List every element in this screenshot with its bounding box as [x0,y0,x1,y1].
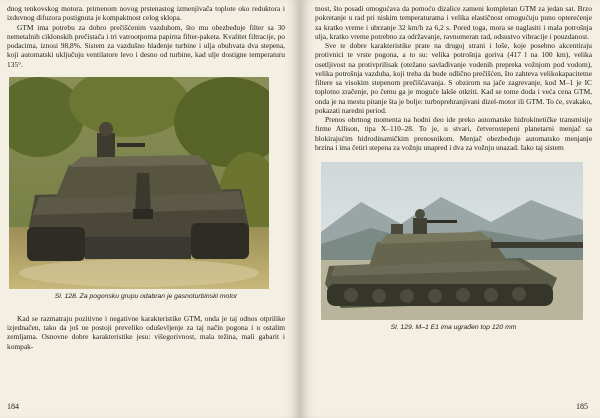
figure-128-caption: Sl. 128. Za pogonsku grupu odabran je gasnoturbinski motor [54,292,238,300]
page-number-left: 184 [7,402,19,411]
right-page [301,0,600,418]
left-paragraph-1: dnog tenkovskog motora. primenom novog prstenastog izmenjivača toplote oko reduktora i izduvnog difuzora postignuta je kompaktnost celog sklopa. [7,4,285,23]
left-paragraph-3: Kad se razmatraju pozitivne i negativne karakteristike GTM, onda je taj odnos otprilike izjednačen, tako da još ne postoji preveliko oduševljenje za taj način pogona i u ostalim zemljama. Osnovne dobre karakteristike jesu: višegorivnost, mala težina, mali gabarit i kompak- [7,313,285,351]
figure-129-caption: Sl. 129. M–1 E1 ima ugrađen top 120 mm [390,324,517,331]
tank-photo-fig-128 [9,77,269,289]
left-paragraph-2: GTM ima potrebu za dobro prečišćenim vazduhom, što mu obezbeđuje filter sa 30 nemetalnih ciklonskih prečistača i tri vatrootporna papirna filter-paketa. Kvalitet filtracije, po podacima, iznosi 98,8%. Sistem za vazdušno hlađenje turbine i ulja obuhvata dva stepena, koji automatski uključuju ventilatore levo i desno od turbine, kad ulje dostigne temperaturu 135°. [7,22,285,69]
right-paragraph-1: tnost, što posadi omogućava da pomoću dizalice zameni kompletan GTM za jedan sat. Brzo pokretanje u rad pri niskim temperaturama i velika elastičnost omogućuju puno opterećenje za kratko vreme i ubrzanje 32 km/h za 6,2 s. Pored toga, mora se naglasiti i mala potrošnja ulja, kratko vreme potrebno za održavanje, ravnomeran rad, odsustvo vibracije i pouzdanost. [315,4,592,41]
right-paragraph-3: Prenos obrtnog momenta na hodni deo ide preko automatske hidrokinetičke transmisije firme Allison, tipa X–110–28. To je, u stvari, četverostepeni planetarni menjač sa blokirajućim hidrodinamičkim prenosnikom. Menjač obezbeđuje automatsko menjanje brzina i ima četiri stepena za vožnju unapred i dva za vožnju unazad. Iako taj sistem [315,115,592,152]
left-page [0,0,299,418]
tank-photo-fig-129 [321,162,583,320]
right-paragraph-2: Sve te dobre karakteristike prate na drugoj strani i loše, koje posebno akcentiraju protivnici te vrste pogona, a to su: velika potrošnja goriva (417 l na 100 km), velika osetljivost na protivprilisak (otežano savlađivanje vodenih prepreka vožnjom pod vodom), velika potrošnja vazduha, koji treba da bude odlično prečišćen, što zahteva velikokapacitetne filtere sa visokim stepenom prečišćavanja. S obzirom na jače zagrevanje, kod M–1 je IC toplotno zračenje, po čemu ga je moguće lakše otkriti. Kad se tome doda i veća cena GTM, onda je na mestu pitanje šta je bolje: turboprehranjivani dizel-motor ili GTM. To će, svakako, pokazati naredni period. [315,41,592,115]
page-number-right: 185 [576,402,588,411]
